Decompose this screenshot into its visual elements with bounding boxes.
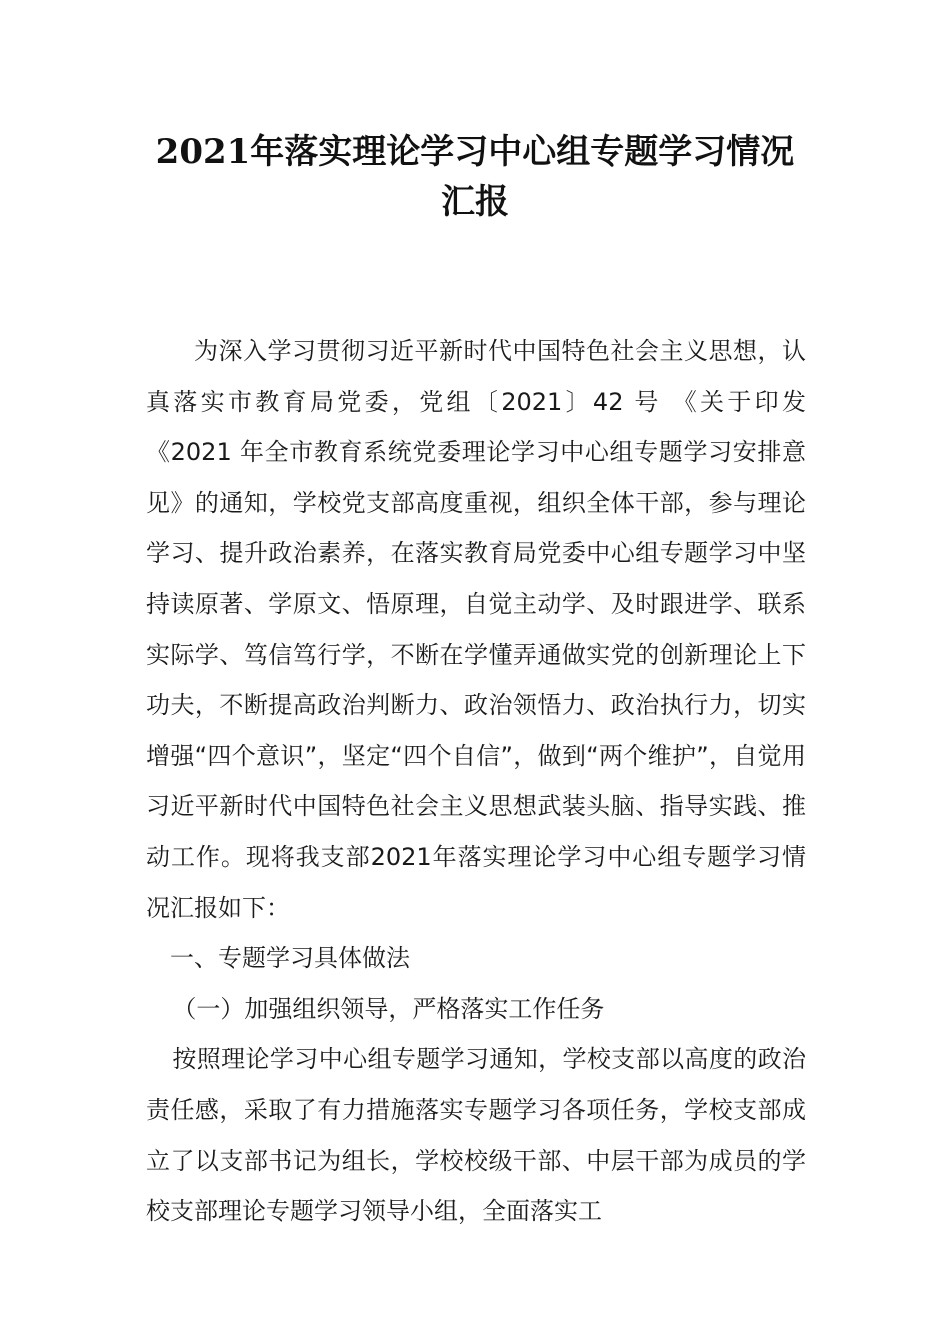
subsection-heading-1: （一）加强组织领导，严格落实工作任务 bbox=[172, 994, 605, 1023]
document-title-line-1: 2021年落实理论学习中心组专题学习情况 bbox=[155, 132, 795, 172]
section-heading-1: 一、专题学习具体做法 bbox=[170, 944, 410, 973]
document-title-line-2: 汇报 bbox=[441, 182, 509, 222]
intro-paragraph: 为深入学习贯彻习近平新时代中国特色社会主义思想，认真落实市教育局党委，党组〔2021〕42 号 《关于印发《2021 年全市教育系统党委理论学习中心组专题学习安排意见》的通知，学校党支部高度重视，组织全体干部，参与理论学习、提升政治素养，在落实教育局党委中心组专题学习中坚持读原著、学原文、悟原理，自觉主动学、及时跟进学、联系实际学、笃信笃行学，不断在学懂弄通做实党的创新理论上下功夫，不断提高政治判断力、政治领悟力、政治执行力，切实增强“四个意识”，坚定“四个自信”，做到“两个维护”，自觉用习近平新时代中国特色社会主义思想武装头脑、指导实践、推动工作。现将我支部2021年落实理论学习中心组专题学习情况汇报如下： bbox=[146, 337, 806, 922]
subsection-body-1: 按照理论学习中心组专题学习通知，学校支部以高度的政治责任感，采取了有力措施落实专题学习各项任务，学校支部成立了以支部书记为组长，学校校级干部、中层干部为成员的学校支部理论专题学习领导小组，全面落实工 bbox=[146, 1045, 806, 1226]
document-body bbox=[146, 326, 806, 1237]
